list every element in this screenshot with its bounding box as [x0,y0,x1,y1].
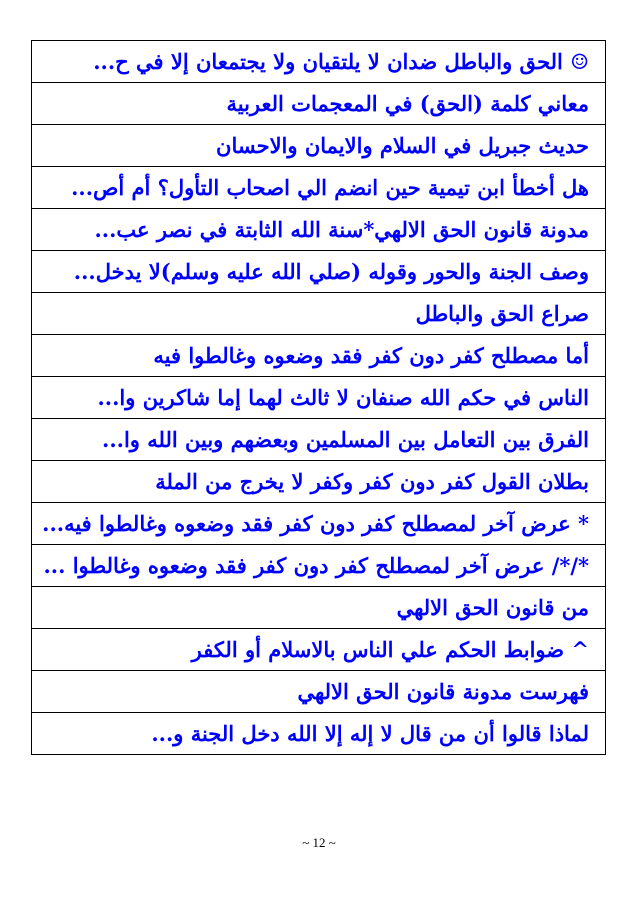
toc-entry[interactable] [32,587,606,629]
toc-entry[interactable] [32,209,606,251]
toc-entry-text: وصف الجنة والحور وقوله (صلي الله عليه وسلم)لا يدخل... [73,259,589,284]
toc-entry[interactable] [32,251,606,293]
toc-row [32,209,606,251]
toc-entry-text: هل أخطأ ابن تيمية حين انضم الي اصحاب التأول؟ أم أص... [71,175,589,200]
toc-row [32,251,606,293]
toc-entry[interactable] [32,503,606,545]
toc-row [32,461,606,503]
toc-entry[interactable] [32,713,606,755]
toc-entry-text: لماذا قالوا أن من قال لا إله إلا الله دخل الجنة و... [151,721,589,746]
toc-entry-text: من قانون الحق الالهي [396,595,589,620]
toc-row [32,545,606,587]
toc-row [32,41,606,83]
toc-row [32,713,606,755]
toc-entry-text: فهرست مدونة قانون الحق الالهي [297,679,589,704]
toc-entry-text: * عرض آخر لمصطلح كفر دون كفر فقد وضعوه وغالطوا فيه... [42,511,589,536]
toc-entry-text: حديث جبريل في السلام والايمان والاحسان [216,133,589,158]
toc-table [31,40,606,755]
toc-row [32,671,606,713]
toc-row [32,335,606,377]
toc-entry[interactable] [32,293,606,335]
toc-entry[interactable] [32,167,606,209]
toc-entry[interactable] [32,461,606,503]
toc-entry-text: بطلان القول كفر دون كفر وكفر لا يخرج من الملة [155,469,589,494]
toc-entry-text: */*/ عرض آخر لمصطلح كفر دون كفر فقد وضعوه وغالطوا ... [43,553,589,578]
toc-entry[interactable] [32,41,606,83]
toc-entry[interactable] [32,629,606,671]
toc-row [32,293,606,335]
toc-row [32,503,606,545]
toc-entry-text: مدونة قانون الحق الالهي*سنة الله الثابتة في نصر عب... [94,217,589,242]
toc-entry[interactable] [32,125,606,167]
toc-body [32,41,606,755]
toc-row [32,125,606,167]
toc-entry[interactable] [32,419,606,461]
toc-entry[interactable] [32,377,606,419]
toc-entry[interactable] [32,83,606,125]
toc-row [32,587,606,629]
toc-entry-text: ^ ضوابط الحكم علي الناس بالاسلام أو الكفر [191,637,589,662]
page-number: ~ 12 ~ [302,835,336,850]
toc-entry-text: صراع الحق والباطل [415,301,589,326]
toc-row [32,83,606,125]
toc-entry[interactable] [32,335,606,377]
toc-entry-text: معاني كلمة (الحق) في المعجمات العربية [226,91,589,116]
toc-entry-text: ☺ الحق والباطل ضدان لا يلتقيان ولا يجتمعان إلا في ح... [93,49,589,74]
toc-entry[interactable] [32,545,606,587]
toc-entry-text: أما مصطلح كفر دون كفر فقد وضعوه وغالطوا فيه [153,343,589,368]
toc-row [32,167,606,209]
toc-row [32,377,606,419]
toc-entry-text: الفرق بين التعامل بين المسلمين وبعضهم وبين الله وا... [102,427,589,452]
toc-row [32,419,606,461]
toc-row [32,629,606,671]
toc-entry-text: الناس في حكم الله صنفان لا ثالث لهما إما شاكرين وا... [97,385,589,410]
toc-entry[interactable] [32,671,606,713]
